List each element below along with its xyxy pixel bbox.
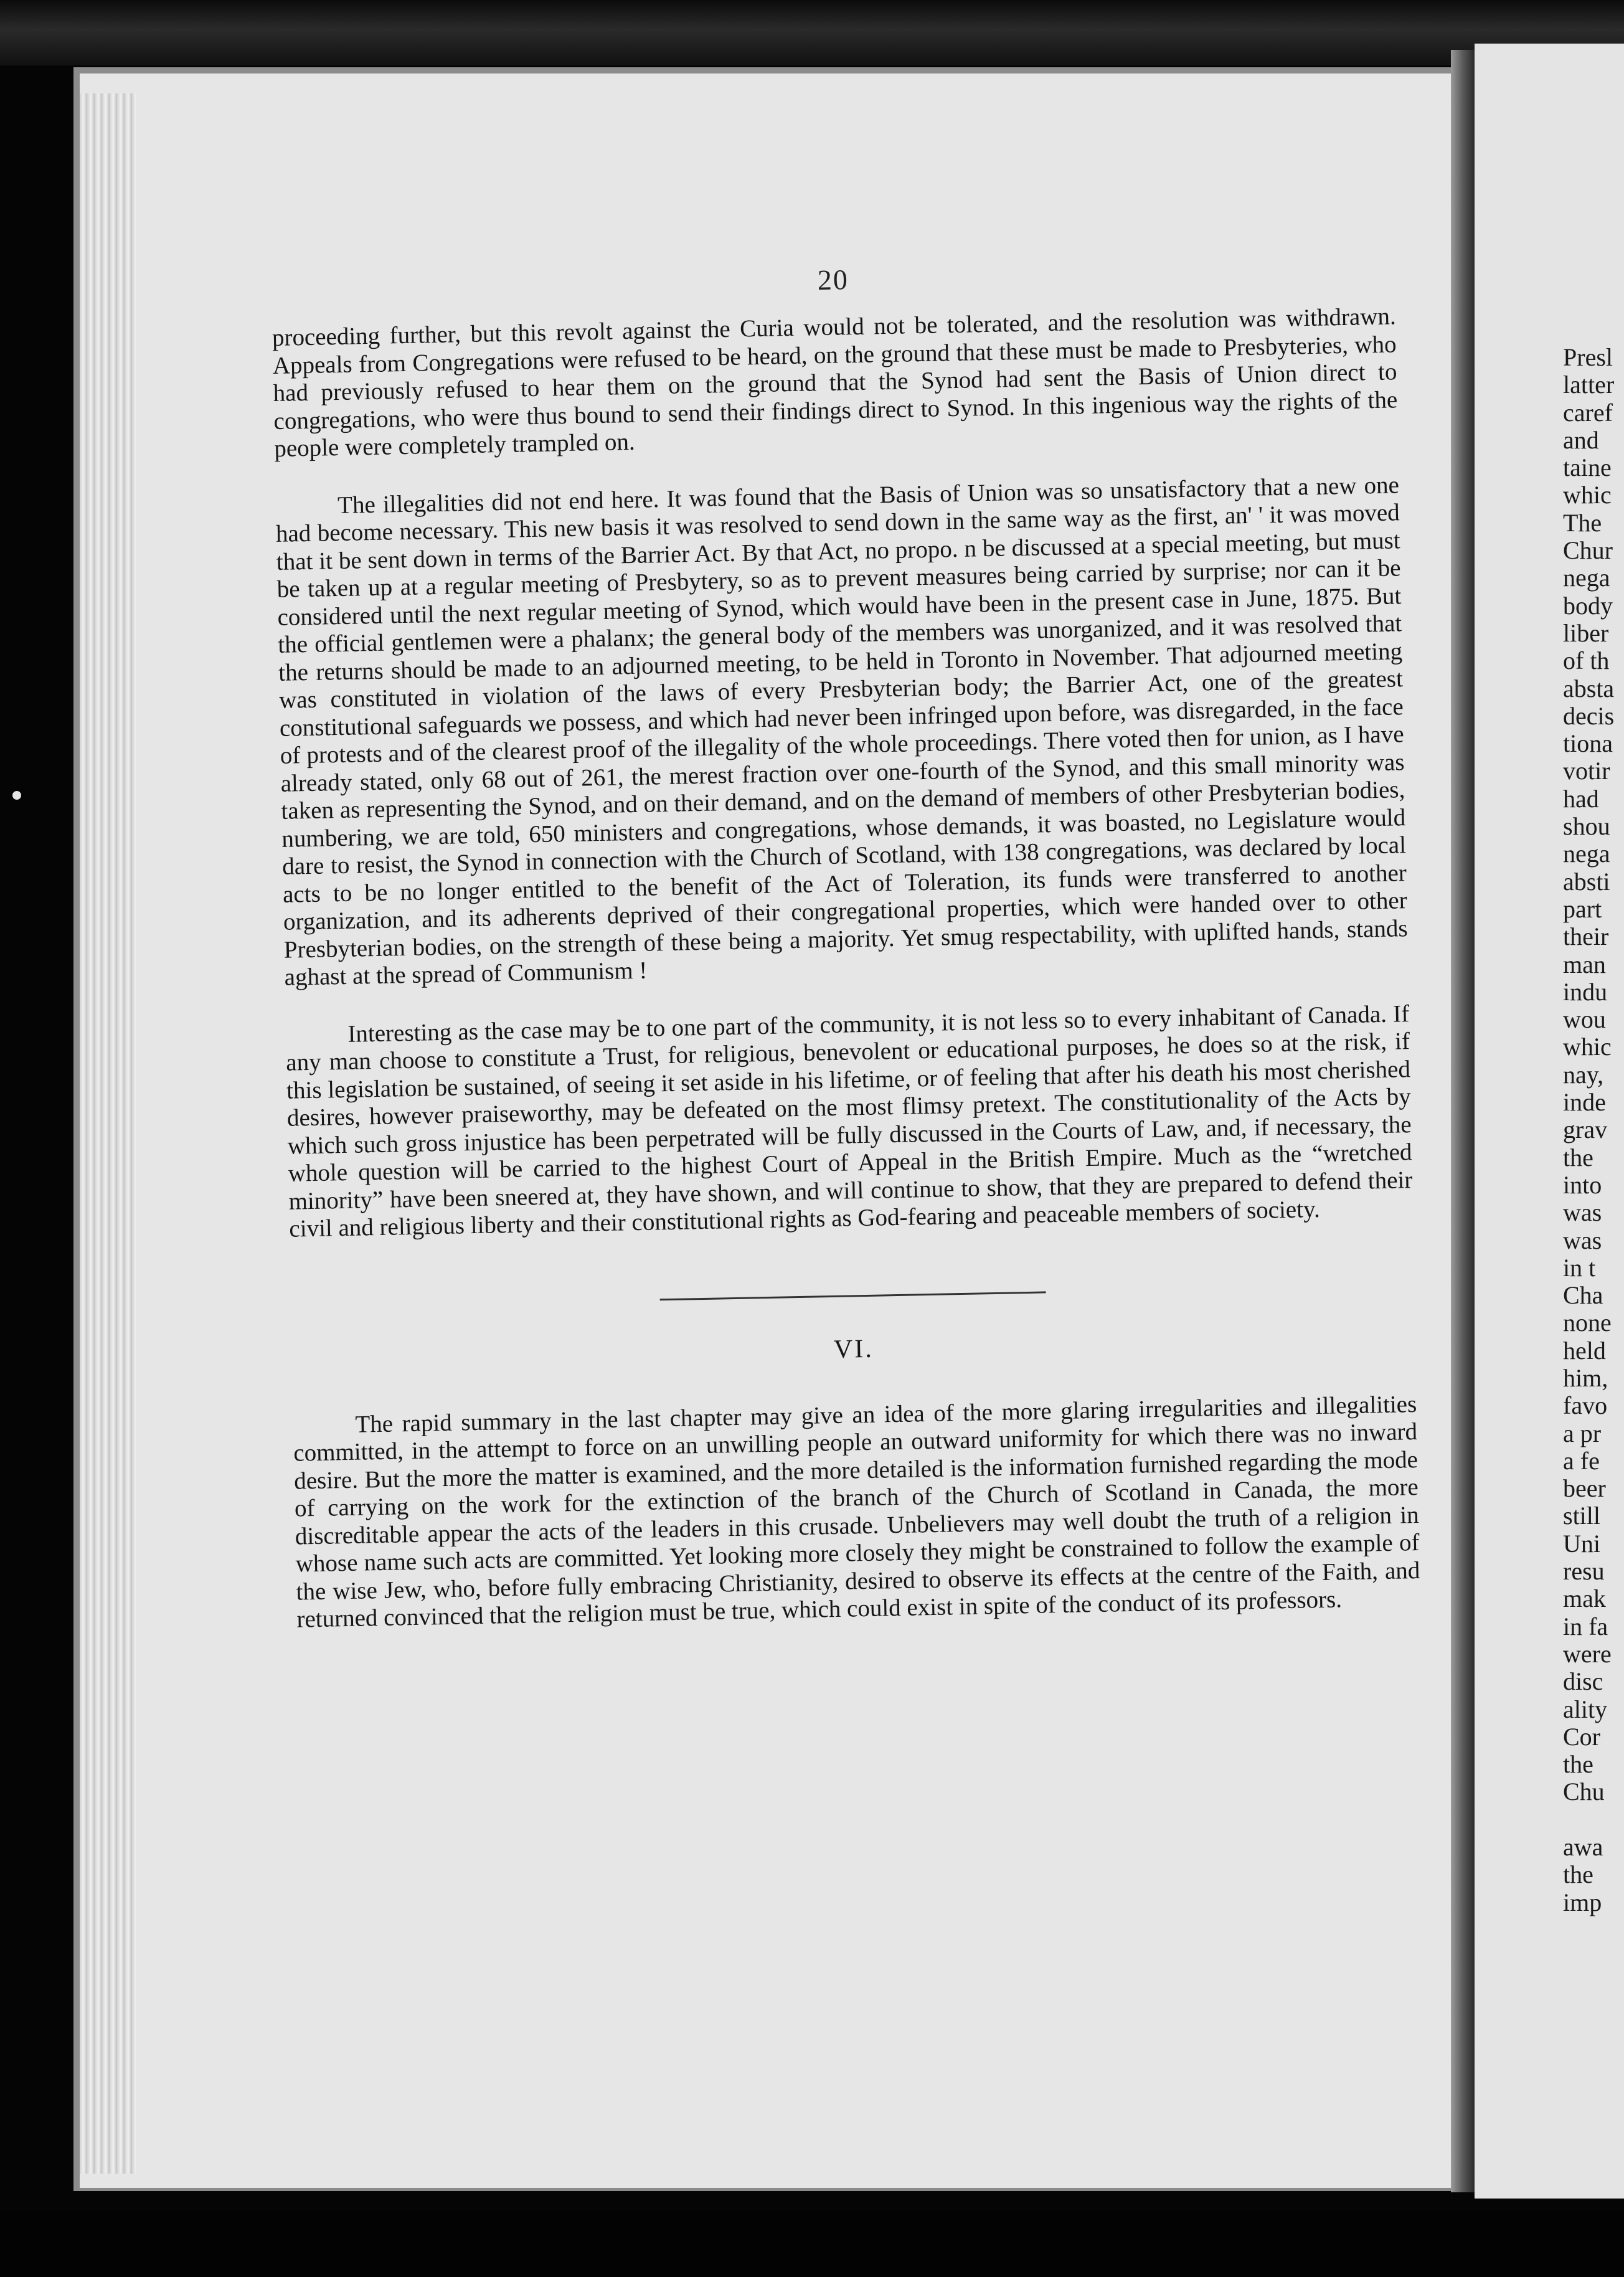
page-number: 20	[817, 263, 849, 296]
facing-page-line: disc	[1563, 1667, 1603, 1696]
facing-page-line: in fa	[1563, 1612, 1608, 1640]
facing-page-line: shou	[1563, 812, 1610, 841]
facing-page-line: were	[1563, 1639, 1612, 1668]
facing-page-line: indu	[1563, 977, 1608, 1006]
facing-page-line: awa	[1563, 1833, 1603, 1862]
facing-page-line: whic	[1563, 1033, 1612, 1061]
facing-page-line: none	[1563, 1309, 1612, 1337]
facing-page-line: inde	[1563, 1088, 1606, 1117]
section-paragraph: The rapid summary in the last chapter may give an idea of the more glaring irregularities and illegalities committed, in the attempt to force on an unwilling people an outward uniformity for which there was no inward desire. But the more the matter is examined, and the more detailed is the information furnished regarding the mode of carrying on the work for the extinction of the branch of the Church of Scotland in Canada, the more discreditable appear the acts of the leaders in this crusade. Unbelievers may well doubt the truth of a religion in whose name such acts are committed. Yet looking more closely they might be constrained to follow the example of the wise Jew, who, before fully embracing Christianity, desired to observe its effects at the centre of the Faith, and returned convinced that the religion must be true, which could exist in spite of the conduct of its professors.	[293, 1390, 1420, 1633]
facing-page-line: favo	[1563, 1391, 1608, 1420]
facing-page-line: the	[1563, 1143, 1593, 1172]
facing-page-line: in t	[1563, 1253, 1596, 1282]
facing-page-line: held	[1563, 1336, 1606, 1365]
facing-page-line: Cor	[1563, 1722, 1600, 1751]
facing-page-line: Presl	[1563, 344, 1613, 371]
facing-page-line	[1563, 1806, 1624, 1834]
facing-page-line: beer	[1563, 1474, 1606, 1503]
facing-page-line: was	[1563, 1226, 1602, 1254]
section-heading: VI.	[833, 1334, 874, 1364]
facing-page-line: a fe	[1563, 1446, 1600, 1475]
facing-page-line: absta	[1563, 674, 1615, 703]
facing-page-line: into	[1563, 1170, 1602, 1199]
facing-page-line: of th	[1563, 646, 1610, 675]
facing-page-line: still	[1563, 1502, 1601, 1530]
facing-page-line: grav	[1563, 1115, 1608, 1144]
facing-page-line: decis	[1563, 701, 1615, 730]
facing-page-line: caref	[1563, 398, 1613, 427]
facing-page-line: Chu	[1563, 1778, 1605, 1806]
facing-page-line: liber	[1563, 618, 1609, 647]
paragraph-3: Interesting as the case may be to one part of the community, it is not less so to every inhabitant of Canada. If any man choose to constitute a Trust, for religious, benevolent or educational purposes, he does so at the risk, if this legislation be sustained, of seeing it set aside in his lifetime, or of feeling that after his death his most cherished desires, however praiseworthy, may be defeated on the most flimsy pretext. The constitutionality of the Acts by which such gross injustice has been perpetrated will be fully discussed in the Courts of Law, and, if necessary, the whole question will be carried to the highest Court of Appeal in the British Empire. Much as the “wretched minority” have been sneered at, they have shown, and will continue to show, that they are prepared to defend their civil and religious liberty and their constitutional rights as God-fearing and peaceable members of society.	[285, 1000, 1413, 1243]
section-divider	[659, 1291, 1046, 1300]
facing-page-line: man	[1563, 950, 1606, 978]
margin-mark	[12, 791, 21, 800]
facing-page-line: and	[1563, 425, 1599, 454]
facing-page-line: their	[1563, 922, 1609, 951]
facing-page-line: latter	[1563, 371, 1615, 399]
facing-page-line: a pr	[1563, 1419, 1602, 1447]
facing-page-line: resu	[1563, 1557, 1605, 1586]
stacked-page-edges	[80, 93, 136, 2174]
page-content	[271, 252, 1422, 1664]
facing-page-line: part	[1563, 894, 1602, 923]
facing-page-line: absti	[1563, 867, 1610, 896]
facing-page-line: had	[1563, 784, 1599, 813]
facing-page-line: him,	[1563, 1363, 1608, 1392]
facing-page-line: votir	[1563, 757, 1610, 785]
facing-page-line: imp	[1563, 1888, 1602, 1916]
facing-page-line: nega	[1563, 564, 1610, 592]
facing-page-line: nega	[1563, 840, 1610, 868]
facing-page-line: was	[1563, 1198, 1602, 1227]
book-gutter	[1451, 50, 1475, 2192]
facing-page-line: Chur	[1563, 536, 1613, 565]
scanner-top-border	[0, 0, 1624, 65]
facing-page-line: tiona	[1563, 729, 1613, 758]
facing-page-line: Uni	[1563, 1529, 1600, 1558]
facing-page-text	[1563, 344, 1624, 1916]
facing-page-line: taine	[1563, 453, 1612, 482]
facing-page-line: mak	[1563, 1584, 1606, 1613]
facing-page-line: the	[1563, 1750, 1593, 1779]
scanner-bottom-border	[0, 2211, 1624, 2277]
paragraph-2: The illegalities did not end here. It was found that the Basis of Union was so unsatisfactory that a new one had become necessary. This new basis it was resolved to send down in the same way as the first, an' ' it was moved that it be sent down in terms of the Barrier Act. By that Act, no propo. n be discussed at a special meeting, but must be taken up at a regular meeting of Presbytery, so as to prevent measures being carried by surprise; nor can it be considered until the next regular meeting of Synod, which would have been in the present case in June, 1875. But the official gentlemen were a phalanx; the general body of the members was unorganized, and it was resolved that the returns should be made to an adjourned meeting, to be held in Toronto in November. That adjourned meeting was constituted in violation of the laws of every Presbyterian body; the Barrier Act, one of the greatest constitutional safeguards we possess, and which had never been infringed upon before, was disregarded, in the face of protests and of the clearest proof of the illegality of the whole proceedings. There voted then for union, as I have already stated, only 68 out of 261, the merest fraction over one-fourth of the Synod, and this small minority was taken as representing the Synod, and on their demand, and on the demand of members of other Presbyterian bodies, numbering, we are told, 650 ministers and congregations, whose demands, it was boasted, no Legislature would dare to resist, the Synod in connection with the Church of Scotland, with 138 congregations, was declared by local acts to be no longer entitled to the benefit of the Act of Toleration, its funds were transferred to another organization, and its adherents deprived of their congregational properties, which were handed over to other Presbyterian bodies, on the strength of these being a majority. Yet smug respectability, with uplifted hands, stands aghast at the spread of Communism !	[275, 471, 1408, 991]
facing-page-line: whic	[1563, 481, 1612, 509]
facing-page-line: body	[1563, 591, 1613, 620]
facing-page-line: The	[1563, 508, 1602, 537]
facing-page-line: Cha	[1563, 1281, 1603, 1310]
facing-page-line: wou	[1563, 1005, 1606, 1034]
facing-page-line: the	[1563, 1860, 1593, 1889]
facing-page-line: ality	[1563, 1695, 1608, 1723]
facing-page-line: nay,	[1563, 1060, 1604, 1089]
paragraph-1: proceeding further, but this revolt against the Curia would not be tolerated, and the resolution was withdrawn. Appeals from Congregations were refused to be heard, on the ground that these must be made to Presbyteries, who had previously refused to hear them on the ground that the Synod had sent the Basis of Union direct to congregations, who were thus bound to send their findings direct to Synod. In this ingenious way the rights of the people were completely trampled on.	[271, 303, 1398, 462]
